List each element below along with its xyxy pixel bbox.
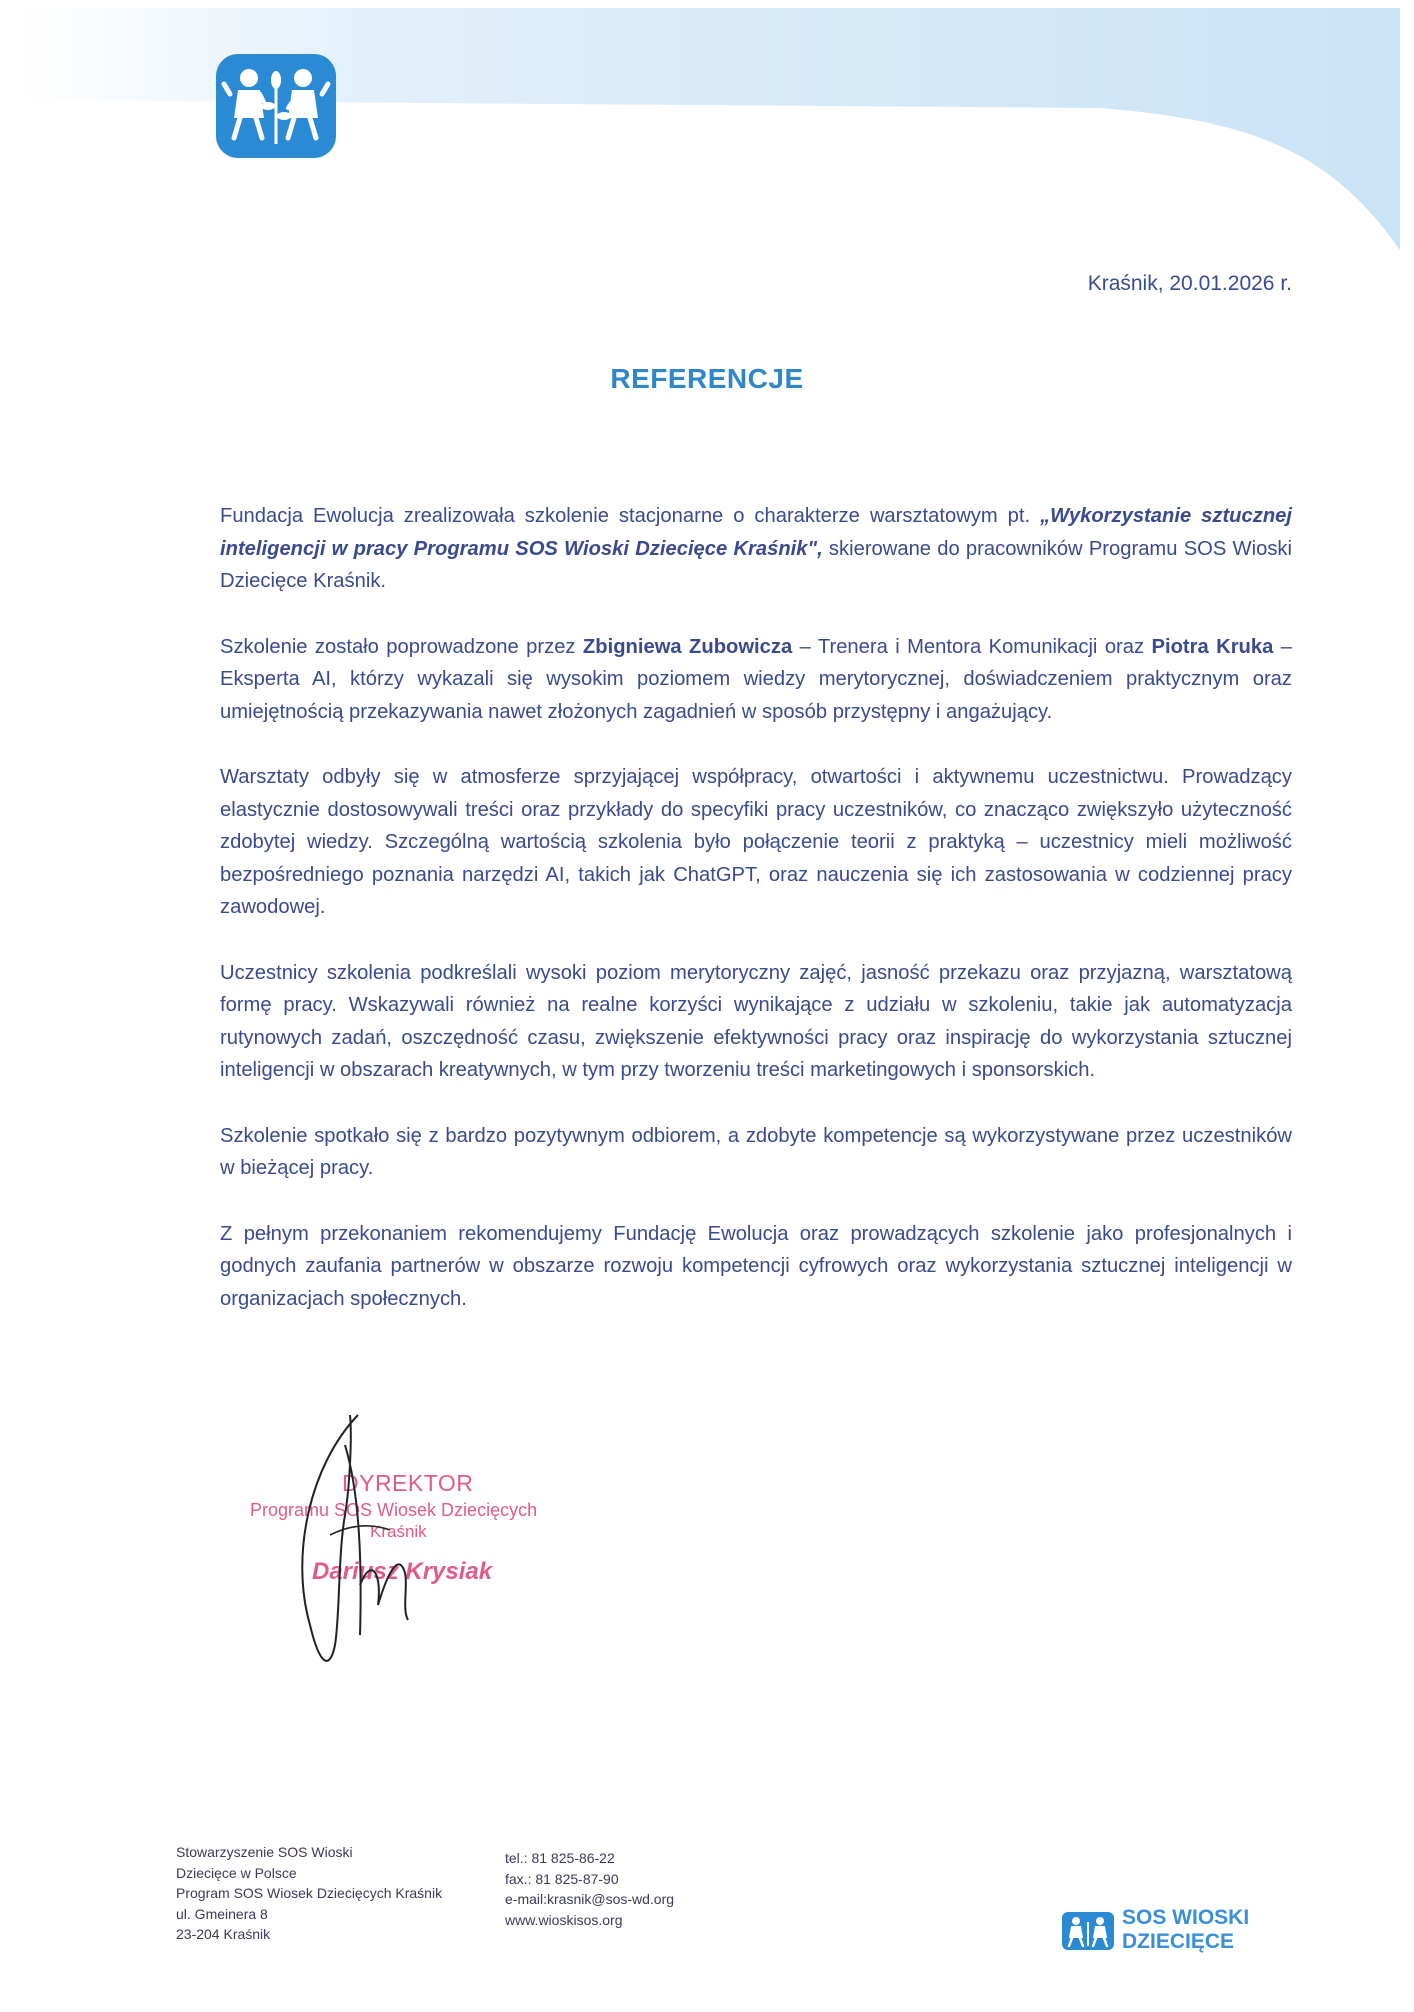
training-title: „Wykorzystanie sztucznej inteligencji w pracy Programu SOS Wioski Dziecięce Kraśnik",: [220, 505, 1292, 560]
address-line: Program SOS Wiosek Dziecięcych Kraśnik: [176, 1885, 443, 1901]
paragraph-5: Szkolenie spotkało się z bardzo pozytywnym odbiorem, a zdobyte kompetencje są wykorzystywane przez uczestników w bieżącej pracy.: [220, 1124, 1292, 1179]
brand-line-1: SOS WIOSKI: [1122, 1906, 1250, 1929]
website-link[interactable]: www.wioskisos.org: [505, 1911, 623, 1928]
address-line: Dziecięce w Polsce: [176, 1864, 297, 1881]
footer-address: [176, 1842, 442, 1945]
handwritten-signature: [290, 1405, 493, 1675]
phone: tel.: 81 825-86-22: [505, 1850, 615, 1866]
footer-contact: [505, 1848, 674, 1930]
paragraph-1-text-end: skierowane do pracowników Programu SOS Wioski Dziecięce Kraśnik.: [220, 537, 1292, 592]
paragraph-2-text: Szkolenie zostało poprowadzone przez: [220, 635, 583, 658]
paragraph-2-text-mid: – Trenera i Mentora Komunikacji oraz: [792, 635, 1152, 658]
trainer-name-1: Zbigniewa Zubowicza: [582, 635, 793, 658]
paragraph-1: [220, 500, 1292, 598]
stamp-title: DYREKTOR: [342, 1470, 474, 1496]
trainer-name-2: Piotra Kruka: [1151, 635, 1274, 658]
footer-brand: [1062, 1906, 1272, 1958]
paragraph-2: [220, 631, 1292, 729]
brand-name: [1122, 1906, 1249, 1954]
header-decorative-band: [0, 0, 1414, 260]
brand-line-2: DZIECIĘCE: [1122, 1930, 1235, 1953]
fax: fax.: 81 825-87-90: [505, 1870, 619, 1887]
address-line: 23-204 Kraśnik: [176, 1926, 271, 1942]
sos-children-logo-icon: [216, 54, 336, 158]
address-line: ul. Gmeinera 8: [176, 1905, 268, 1922]
email-link[interactable]: e-mail:krasnik@sos-wd.org: [505, 1891, 675, 1907]
paragraph-4: Uczestnicy szkolenia podkreślali wysoki poziom merytoryczny zajęć, jasność przekazu oraz przyjazną, warsztatową formę pracy. Wskazywali również na realne korzyści wynikające z udziału w szkoleniu, takie jak automatyzacja rutynowych zadań, oszczędność czasu, zwiększenie efektywności pracy oraz inspirację do wykorzystania sztucznej inteligencji w obszarach kreatywnych, w tym przy tworzeniu treści marketingowych i sponsorskich.: [220, 961, 1292, 1081]
paragraph-2-text-end: – Eksperta AI, którzy wykazali się wysokim poziomem wiedzy merytorycznej, doświadczeniem praktycznym oraz umiejętnością przekazywania nawet złożonych zagadnień w sposób przystępny i angażujący.: [220, 635, 1292, 723]
letter-body: [220, 500, 1292, 1348]
paragraph-6: Z pełnym przekonaniem rekomendujemy Fundację Ewolucja oraz prowadzących szkolenie jako profesjonalnych i godnych zaufania partnerów w obszarze rozwoju kompetencji cyfrowych oraz wykorzystania sztucznej inteligencji w organizacjach społecznych.: [220, 1222, 1292, 1310]
stamp-city: Kraśnik: [370, 1522, 427, 1541]
page-title: REFERENCJE: [610, 363, 804, 394]
paragraph-1-text: Fundacja Ewolucja zrealizowała szkolenie stacjonarne o charakterze warsztatowym pt.: [220, 505, 1041, 527]
letter-date: Kraśnik, 20.01.2026 r.: [1087, 272, 1292, 295]
address-line: Stowarzyszenie SOS Wioski: [176, 1844, 353, 1860]
stamp-director-name: Dariusz Krysiak: [312, 1558, 493, 1585]
sos-children-logo-icon: [1062, 1912, 1114, 1950]
stamp-organization: Programu SOS Wiosek Dziecięcych: [250, 1500, 538, 1520]
paragraph-3: Warsztaty odbyły się w atmosferze sprzyjającej współpracy, otwartości i aktywnemu uczestnictwu. Prowadzący elastycznie dostosowywali treści oraz przykłady do specyfiki pracy uczestników, co znacząco zwiększyło użyteczność zdobytej wiedzy. Szczególną wartością szkolenia było połączenie teorii z praktyką – uczestnicy mieli możliwość bezpośredniego poznania narzędzi AI, takich jak ChatGPT, oraz nauczenia się ich zastosowania w codziennej pracy zawodowej.: [220, 766, 1292, 918]
